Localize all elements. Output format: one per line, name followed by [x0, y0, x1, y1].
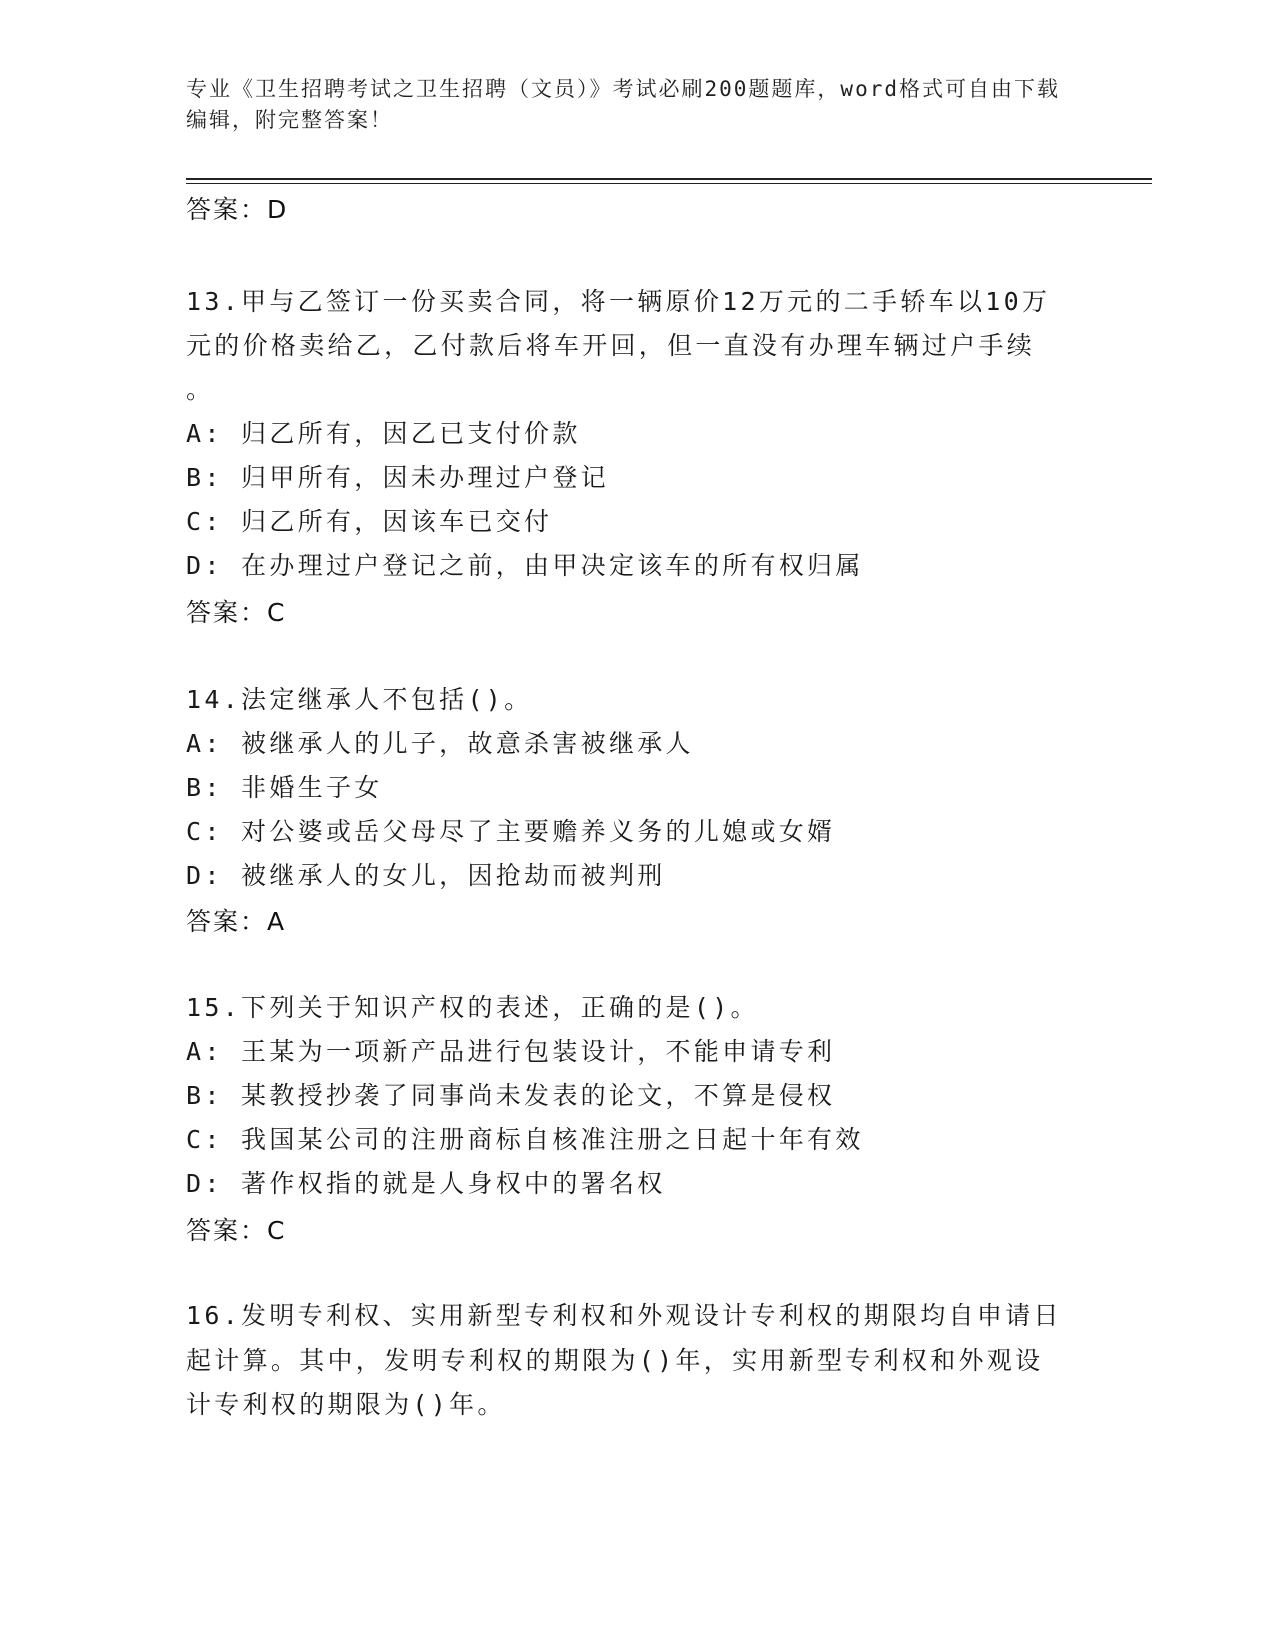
- q15-option-d: D: 著作权指的就是人身权中的署名权: [186, 1169, 666, 1198]
- document-header: 专业《卫生招聘考试之卫生招聘（文员）》考试必刷200题题库，word格式可自由下载编辑，附完整答案！: [186, 77, 1060, 132]
- q13-stem-line1: 13.甲与乙签订一份买卖合同，将一辆原价12万元的二手轿车以10万: [186, 287, 1051, 316]
- q13-option-b: B: 归甲所有，因未办理过户登记: [186, 463, 609, 492]
- q14-option-a: A: 被继承人的儿子，故意杀害被继承人: [186, 729, 694, 758]
- q15-option-a: A: 王某为一项新产品进行包装设计，不能申请专利: [186, 1037, 836, 1066]
- q15-answer: 答案：C: [186, 1216, 287, 1245]
- q13-option-c: C: 归乙所有，因该车已交付: [186, 507, 553, 536]
- q13-answer: 答案：C: [186, 598, 287, 627]
- q15-option-b: B: 某教授抄袭了同事尚未发表的论文，不算是侵权: [186, 1081, 836, 1110]
- q16-stem-line3: 计专利权的期限为()年。: [186, 1390, 506, 1419]
- q14-answer: 答案：A: [186, 907, 287, 936]
- answer-prev: 答案：D: [186, 195, 289, 224]
- q14-option-c: C: 对公婆或岳父母尽了主要赡养义务的儿媳或女婿: [186, 817, 836, 846]
- q15-option-c: C: 我国某公司的注册商标自核准注册之日起十年有效: [186, 1125, 864, 1154]
- q16-stem-line1: 16.发明专利权、实用新型专利权和外观设计专利权的期限均自申请日: [186, 1301, 1062, 1330]
- q16-stem-line2: 起计算。其中，发明专利权的期限为()年，实用新型专利权和外观设: [186, 1346, 1044, 1375]
- q14-option-b: B: 非婚生子女: [186, 773, 383, 802]
- q15-stem-line1: 15.下列关于知识产权的表述，正确的是()。: [186, 993, 759, 1022]
- q14-stem-line1: 14.法定继承人不包括()。: [186, 685, 533, 714]
- q13-stem-line3: 。: [186, 375, 215, 404]
- q13-stem-line2: 元的价格卖给乙，乙付款后将车开回，但一直没有办理车辆过户手续: [186, 331, 1036, 360]
- q14-option-d: D: 被继承人的女儿，因抢劫而被判刑: [186, 861, 666, 890]
- header-rule-thin: [186, 183, 1152, 184]
- q13-option-d: D: 在办理过户登记之前，由甲决定该车的所有权归属: [186, 551, 864, 580]
- q13-option-a: A: 归乙所有，因乙已支付价款: [186, 419, 581, 448]
- header-rule: [186, 178, 1152, 180]
